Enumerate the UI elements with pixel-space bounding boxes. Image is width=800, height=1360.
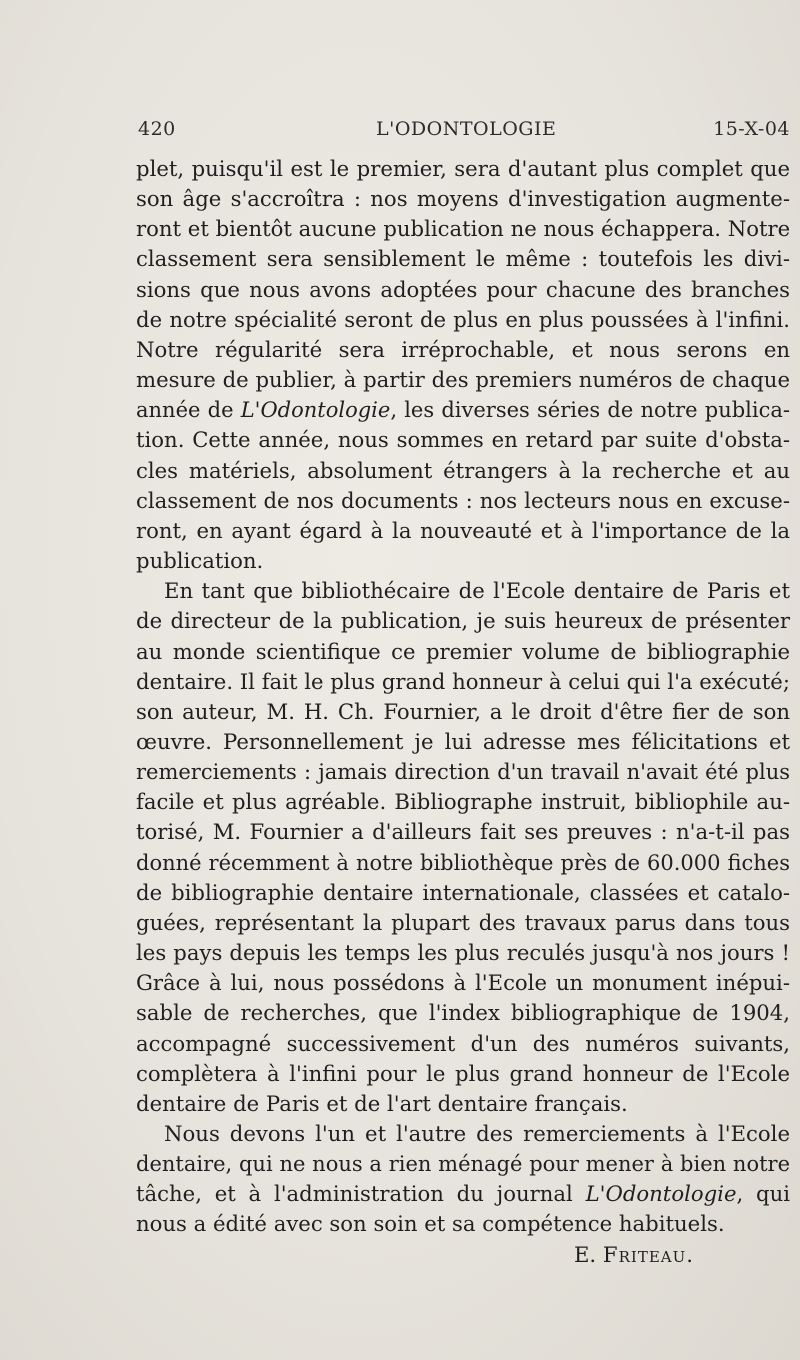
paragraph-first-line: Nous devons l'un et l'autre des remerciements à l'Ecole (164, 1121, 790, 1146)
text-fragment: , qui (736, 1181, 790, 1207)
text-line: complètera à l'infini pour le plus grand honneur de l'Ecole (136, 1060, 790, 1086)
text-line: œuvre. Personnellement je lui adresse mes félicitations et (136, 728, 790, 754)
text-line: nous a édité avec son soin et sa compétence habituels. (136, 1211, 725, 1237)
paragraph-first-line: En tant que bibliothécaire de l'Ecole dentaire de Paris et (164, 578, 790, 604)
author-signature (136, 1240, 790, 1270)
text-line: remerciements : jamais direction d'un travail n'avait été plus (136, 760, 790, 785)
text-line: Notre régularité sera irréprochable, et nous serons en (136, 336, 790, 362)
text-line: sable de recherches, que l'index bibliographique de 1904, (136, 1000, 790, 1026)
journal-title: L'ODONTOLOGIE (376, 118, 557, 140)
journal-name-italic: L'Odontologie (585, 1181, 737, 1207)
text-line: guées, représentant la plupart des travaux parus dans tous (136, 909, 790, 935)
text-line: de notre spécialité seront de plus en plus poussées à l'infini. (136, 306, 790, 332)
text-line: accompagné successivement d'un des numéros suivants, (136, 1030, 790, 1056)
text-line-with-journal-title (136, 395, 790, 425)
text-line: dentaire. Il fait le plus grand honneur à celui qui l'a exécuté; (136, 668, 790, 694)
text-line: son auteur, M. H. Ch. Fournier, a le droit d'être fier de son (136, 698, 790, 724)
text-line: de directeur de la publication, je suis heureux de présenter (136, 608, 790, 634)
text-line: publication. (136, 548, 264, 574)
text-line: donné récemment à notre bibliothèque près de 60.000 fiches (136, 850, 790, 875)
text-fragment: tâche, et à l'administration du journal (136, 1181, 586, 1207)
text-line: dentaire, qui ne nous a rien ménagé pour mener à bien notre (136, 1152, 790, 1177)
journal-name-italic: L'Odontologie (240, 398, 391, 423)
page-number: 420 (138, 118, 176, 140)
text-line: au monde scientifique ce premier volume de bibliographie (136, 638, 790, 664)
text-fragment: , les diverses séries de notre publica- (390, 398, 790, 423)
text-line: torisé, M. Fournier a d'ailleurs fait ses preuves : n'a-t-il pas (136, 819, 790, 845)
text-line: de bibliographie dentaire internationale, classées et catalo- (136, 879, 790, 905)
signature-initial: E. (573, 1241, 597, 1267)
text-line: cles matériels, absolument étrangers à la recherche et au (136, 457, 790, 483)
text-line: ront et bientôt aucune publication ne nous échappera. Notre (136, 216, 791, 242)
text-line: facile et plus agréable. Bibliographe instruit, bibliophile au- (136, 789, 790, 815)
text-line: mesure de publier, à partir des premiers numéros de chaque (136, 367, 790, 393)
text-line-with-journal-title (136, 1179, 790, 1209)
text-line: ront, en ayant égard à la nouveauté et à l'importance de la (136, 517, 790, 543)
running-header (138, 118, 790, 148)
text-fragment: année de (136, 398, 241, 423)
text-line: sions que nous avons adoptées pour chacune des branches (136, 276, 790, 302)
text-line: classement sera sensiblement le même : toutefois les divi- (136, 246, 790, 272)
signature-name: Friteau. (602, 1241, 694, 1267)
text-line: dentaire de Paris et de l'art dentaire français. (136, 1090, 628, 1116)
article-body (136, 154, 790, 1270)
text-line: plet, puisqu'il est le premier, sera d'autant plus complet que (136, 156, 790, 181)
issue-date: 15-X-04 (713, 118, 790, 140)
text-line: classement de nos documents : nos lecteurs nous en excuse- (136, 487, 790, 513)
text-line: son âge s'accroîtra : nos moyens d'investigation augmente- (136, 186, 790, 212)
text-line: Grâce à lui, nous possédons à l'Ecole un monument inépui- (136, 970, 790, 996)
text-line: les pays depuis les temps les plus reculés jusqu'à nos jours ! (136, 940, 790, 966)
text-line: tion. Cette année, nous sommes en retard par suite d'obsta- (136, 427, 790, 453)
